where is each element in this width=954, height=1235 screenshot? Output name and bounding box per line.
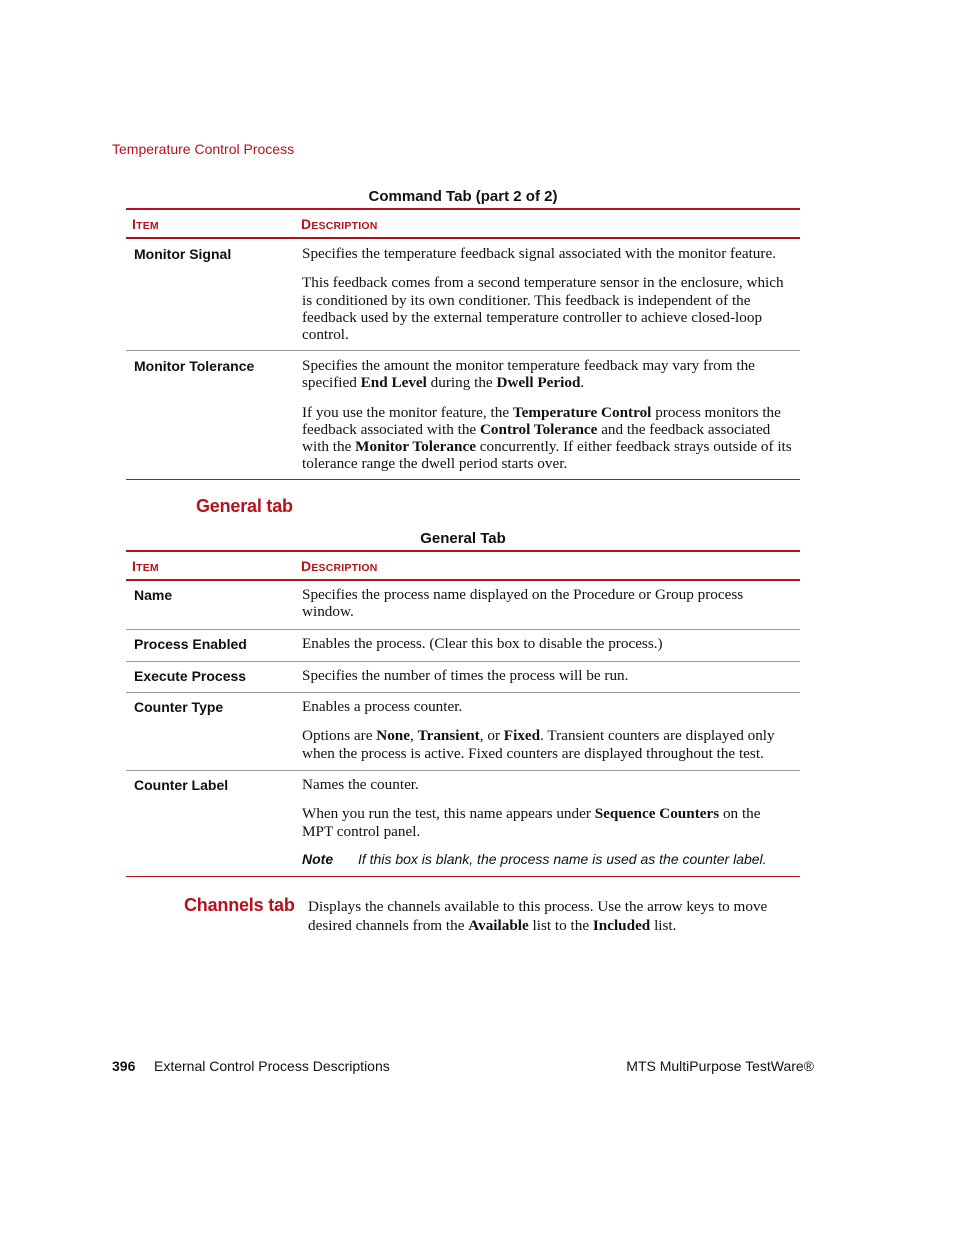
page-number: 396 bbox=[112, 1058, 136, 1074]
footer-product: MTS MultiPurpose TestWare® bbox=[626, 1058, 814, 1074]
row-item: Execute Process bbox=[134, 668, 247, 684]
general-tab-heading: General tab bbox=[196, 496, 293, 516]
command-table bbox=[126, 208, 800, 480]
general-table bbox=[126, 550, 800, 877]
row-item: Counter Label bbox=[134, 777, 229, 793]
footer-chapter: External Control Process Descriptions bbox=[154, 1058, 390, 1074]
note-label: Note bbox=[302, 850, 334, 867]
table-row bbox=[126, 581, 800, 630]
row-item: Process Enabled bbox=[134, 636, 247, 652]
table-row bbox=[126, 693, 800, 771]
header-item: ITEM bbox=[132, 216, 159, 232]
command-table-title: Command Tab (part 2 of 2) bbox=[368, 188, 558, 205]
row-description: Specifies the temperature feedback signal associated with the monitor feature. This feedback comes from a second temperature sensor in the enclosure, which is conditioned by its own conditioner. This feedback is independent of the feedback used by the external temperature controller to achieve closed-loop control. bbox=[302, 245, 784, 344]
table-row bbox=[126, 351, 800, 480]
table-row bbox=[126, 239, 800, 351]
header-item: ITEM bbox=[132, 558, 159, 574]
table-row bbox=[126, 630, 800, 662]
table-header bbox=[126, 208, 800, 239]
row-item: Monitor Signal bbox=[134, 246, 232, 262]
running-head: Temperature Control Process bbox=[112, 141, 295, 157]
channels-tab-description: Displays the channels available to this process. Use the arrow keys to move desired channels from the Available list to the Included list. bbox=[308, 898, 768, 934]
row-description: Specifies the amount the monitor temperature feedback may vary from the specified End Level during the Dwell Period. If you use the monitor feature, the Temperature Control process monitors the feedback associated with the Control Tolerance and the feedback associated with the Monitor Tolerance concurrently. If either feedback strays outside of its tolerance range the dwell period starts over. bbox=[302, 357, 792, 473]
table-row bbox=[126, 771, 800, 877]
row-item: Monitor Tolerance bbox=[134, 358, 255, 374]
row-description: Specifies the process name displayed on the Procedure or Group process window. bbox=[302, 586, 744, 621]
row-item: Counter Type bbox=[134, 699, 224, 715]
row-description: Names the counter. When you run the test, this name appears under Sequence Counters on the MPT control panel. Note If this box is blank, the process name is used as the counter label. bbox=[302, 771, 794, 869]
row-item: Name bbox=[134, 587, 173, 603]
note bbox=[302, 851, 794, 869]
row-description: Enables the process. (Clear this box to disable the process.) bbox=[302, 635, 663, 652]
row-description: Specifies the number of times the process will be run. bbox=[302, 667, 629, 684]
header-description: DESCRIPTION bbox=[301, 558, 378, 574]
table-row bbox=[126, 662, 800, 693]
header-description: DESCRIPTION bbox=[301, 216, 378, 232]
channels-tab-heading: Channels tab bbox=[184, 895, 295, 915]
row-description: Enables a process counter. Options are None, Transient, or Fixed. Transient counters are displayed only when the process is active. Fixed counters are displayed throughout the test. bbox=[302, 698, 775, 762]
general-table-title: General Tab bbox=[420, 530, 506, 547]
note-text: If this box is blank, the process name is used as the counter label. bbox=[358, 850, 767, 867]
table-header bbox=[126, 550, 800, 581]
